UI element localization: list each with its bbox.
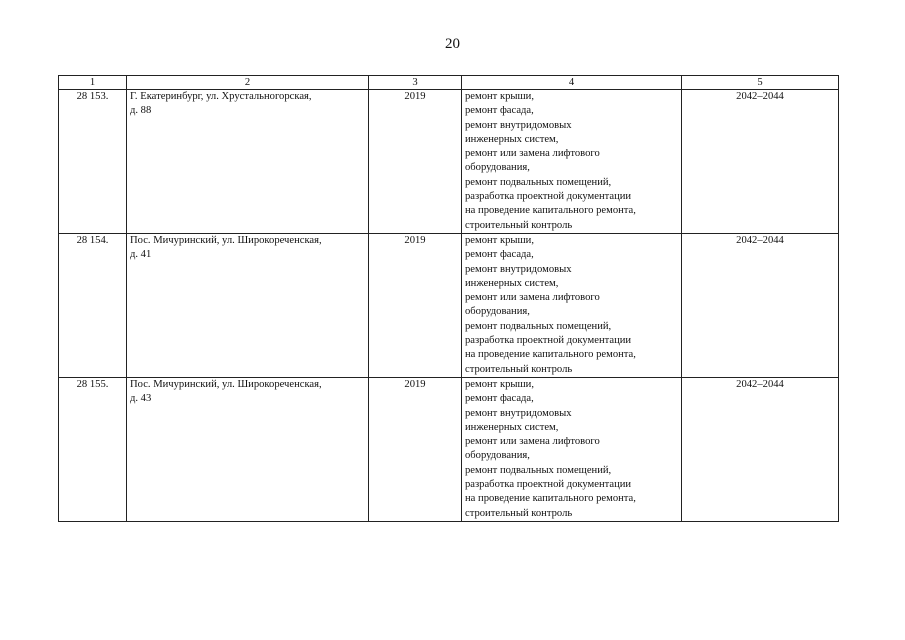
table-row — [59, 377, 839, 521]
work-item: на проведение капитального ремонта, — [465, 493, 636, 505]
table-row — [59, 90, 839, 234]
work-item: ремонт фасада, — [465, 249, 534, 261]
work-item: ремонт подвальных помещений, — [465, 320, 612, 332]
address-house: д. 43 — [130, 393, 152, 405]
header-col-1: 1 — [59, 76, 127, 90]
header-col-5: 5 — [682, 76, 839, 90]
works-cell — [462, 90, 682, 234]
work-item: ремонт крыши, — [465, 378, 534, 390]
work-item: ремонт или замена лифтового — [465, 292, 600, 304]
work-item: ремонт подвальных помещений, — [465, 464, 612, 476]
work-item: ремонт подвальных помещений, — [465, 176, 612, 188]
work-item: строительный контроль — [465, 219, 573, 231]
header-col-3: 3 — [369, 76, 462, 90]
work-item: ремонт крыши, — [465, 91, 534, 102]
work-item: ремонт внутридомовых — [465, 263, 572, 275]
period-cell: 2042–2044 — [682, 377, 839, 521]
work-item: на проведение капитального ремонта, — [465, 349, 636, 361]
row-number: 28 153. — [59, 90, 127, 234]
work-item: ремонт или замена лифтового — [465, 436, 600, 448]
row-number: 28 155. — [59, 377, 127, 521]
address-cell — [127, 377, 369, 521]
work-item: оборудования, — [465, 450, 530, 462]
work-item: ремонт крыши, — [465, 234, 534, 246]
year-cell: 2019 — [369, 90, 462, 234]
address-house: д. 41 — [130, 249, 152, 261]
work-item: ремонт фасада, — [465, 105, 534, 117]
address-line: Пос. Мичуринский, ул. Широкореченская, — [130, 234, 322, 246]
work-item: разработка проектной документации — [465, 479, 632, 491]
work-item: строительный контроль — [465, 507, 573, 519]
period-cell: 2042–2044 — [682, 233, 839, 377]
works-cell — [462, 377, 682, 521]
work-item: инженерных систем, — [465, 421, 559, 433]
table-row — [59, 233, 839, 377]
address-cell — [127, 233, 369, 377]
work-item: ремонт внутридомовых — [465, 119, 572, 131]
work-item: ремонт или замена лифтового — [465, 148, 600, 160]
work-item: инженерных систем, — [465, 133, 559, 145]
year-cell: 2019 — [369, 233, 462, 377]
work-item: оборудования, — [465, 306, 530, 318]
work-item: строительный контроль — [465, 363, 573, 375]
page-number: 20 — [445, 36, 460, 52]
address-line: Пос. Мичуринский, ул. Широкореченская, — [130, 378, 322, 390]
work-item: разработка проектной документации — [465, 335, 632, 347]
address-cell — [127, 90, 369, 234]
year-cell: 2019 — [369, 377, 462, 521]
work-item: на проведение капитального ремонта, — [465, 205, 636, 217]
address-house: д. 88 — [130, 105, 152, 117]
header-row — [59, 76, 839, 90]
works-cell — [462, 233, 682, 377]
header-col-4: 4 — [462, 76, 682, 90]
work-item: разработка проектной документации — [465, 191, 632, 203]
work-item: ремонт внутридомовых — [465, 407, 572, 419]
header-col-2: 2 — [127, 76, 369, 90]
address-line: Г. Екатеринбург, ул. Хрустальногорская, — [130, 91, 312, 102]
row-number: 28 154. — [59, 233, 127, 377]
repair-schedule-table — [58, 75, 839, 522]
work-item: оборудования, — [465, 162, 530, 174]
work-item: ремонт фасада, — [465, 393, 534, 405]
period-cell: 2042–2044 — [682, 90, 839, 234]
work-item: инженерных систем, — [465, 277, 559, 289]
